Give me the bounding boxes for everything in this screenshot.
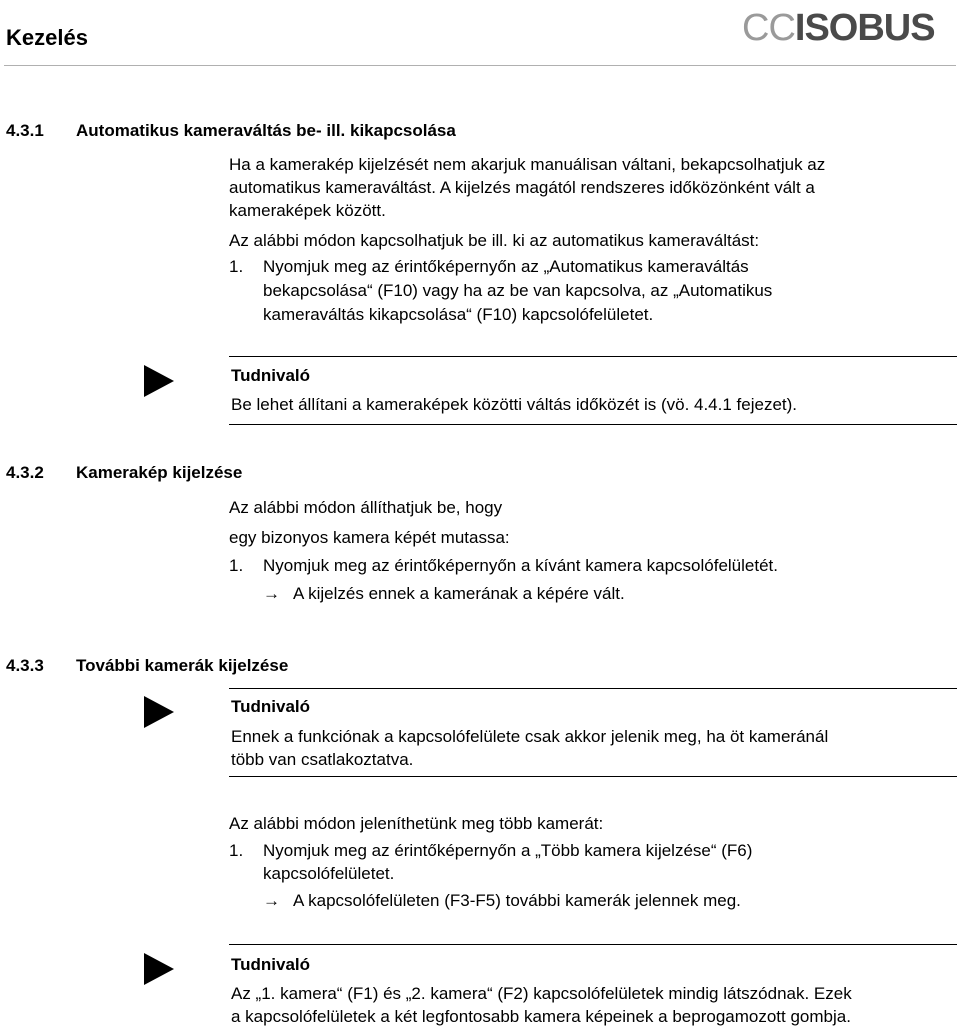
- step-text: bekapcsolása“ (F10) vagy ha az be van kapcsolva, az „Automatikus: [263, 281, 773, 300]
- note-arrow-icon: [144, 365, 174, 397]
- note-top-rule: [229, 688, 957, 689]
- note-text: Ennek a funkciónak a kapcsolófelülete csak akkor jelenik meg, ha öt kameránál: [231, 727, 829, 746]
- step-text: Nyomjuk meg az érintőképernyőn az „Automatikus kameraváltás: [263, 257, 749, 276]
- note-text: a kapcsolófelületek a két legfontosabb kamera képeinek a beprogamozott gombja.: [231, 1007, 851, 1026]
- note-arrow-icon: [144, 953, 174, 985]
- note-text: Be lehet állítani a kameraképek közötti váltás időközét is (vö. 4.4.1 fejezet).: [231, 395, 798, 414]
- intro-text: Az alábbi módon állíthatjuk be, hogy: [229, 498, 503, 517]
- intro-text: egy bizonyos kamera képét mutassa:: [229, 528, 510, 547]
- result-item: [263, 584, 625, 604]
- result-text: A kapcsolófelületen (F3-F5) további kamerák jelennek meg.: [293, 891, 741, 910]
- result-arrow-icon: →: [263, 891, 280, 910]
- result-arrow-icon: →: [263, 584, 280, 603]
- section-number: 4.3.2: [6, 463, 44, 482]
- header-divider: [4, 65, 956, 66]
- note-top-rule: [229, 944, 957, 945]
- note-heading: Tudnivaló: [231, 366, 311, 385]
- note-text: Az „1. kamera“ (F1) és „2. kamera“ (F2) kapcsolófelületek mindig látszódnak. Ezek: [231, 984, 852, 1003]
- step-number: 1.: [229, 257, 244, 276]
- step-number: 1.: [229, 841, 244, 860]
- step-text: Nyomjuk meg az érintőképernyőn a kívánt kamera kapcsolófelületét.: [263, 556, 778, 575]
- section-number: 4.3.3: [6, 656, 44, 675]
- step-text: kameraváltás kikapcsolása“ (F10) kapcsolófelületet.: [263, 305, 654, 324]
- intro-text: Az alábbi módon jeleníthetünk meg több kamerát:: [229, 814, 604, 833]
- paragraph-line: Ha a kamerakép kijelzését nem akarjuk manuálisan váltani, bekapcsolhatjuk az: [229, 155, 826, 174]
- note-bottom-rule: [229, 424, 957, 425]
- paragraph-line: kameraképek között.: [229, 201, 386, 220]
- section-title: További kamerák kijelzése: [76, 656, 289, 675]
- note-heading: Tudnivaló: [231, 955, 311, 974]
- section-number: 4.3.1: [6, 121, 44, 140]
- note-arrow-icon: [144, 696, 174, 728]
- intro-text: Az alábbi módon kapcsolhatjuk be ill. ki az automatikus kameraváltást:: [229, 231, 760, 250]
- step-text: Nyomjuk meg az érintőképernyőn a „Több kamera kijelzése“ (F6): [263, 841, 753, 860]
- step-text: kapcsolófelületet.: [263, 864, 395, 883]
- result-item: [263, 891, 741, 911]
- note-top-rule: [229, 356, 957, 357]
- logo-text: ISOBUS: [794, 7, 935, 49]
- isobus-logo: [742, 6, 935, 52]
- note-text: több van csatlakoztatva.: [231, 750, 414, 769]
- result-text: A kijelzés ennek a kamerának a képére vált.: [293, 584, 625, 603]
- note-bottom-rule: [229, 776, 957, 777]
- paragraph-line: automatikus kameraváltást. A kijelzés magától rendszeres időközönként vált a: [229, 178, 815, 197]
- logo-prefix: CC: [742, 7, 795, 49]
- section-title: Automatikus kameraváltás be- ill. kikapcsolása: [76, 121, 456, 140]
- step-number: 1.: [229, 556, 244, 575]
- note-heading: Tudnivaló: [231, 697, 311, 716]
- page-title: Kezelés: [6, 25, 88, 50]
- section-title: Kamerakép kijelzése: [76, 463, 243, 482]
